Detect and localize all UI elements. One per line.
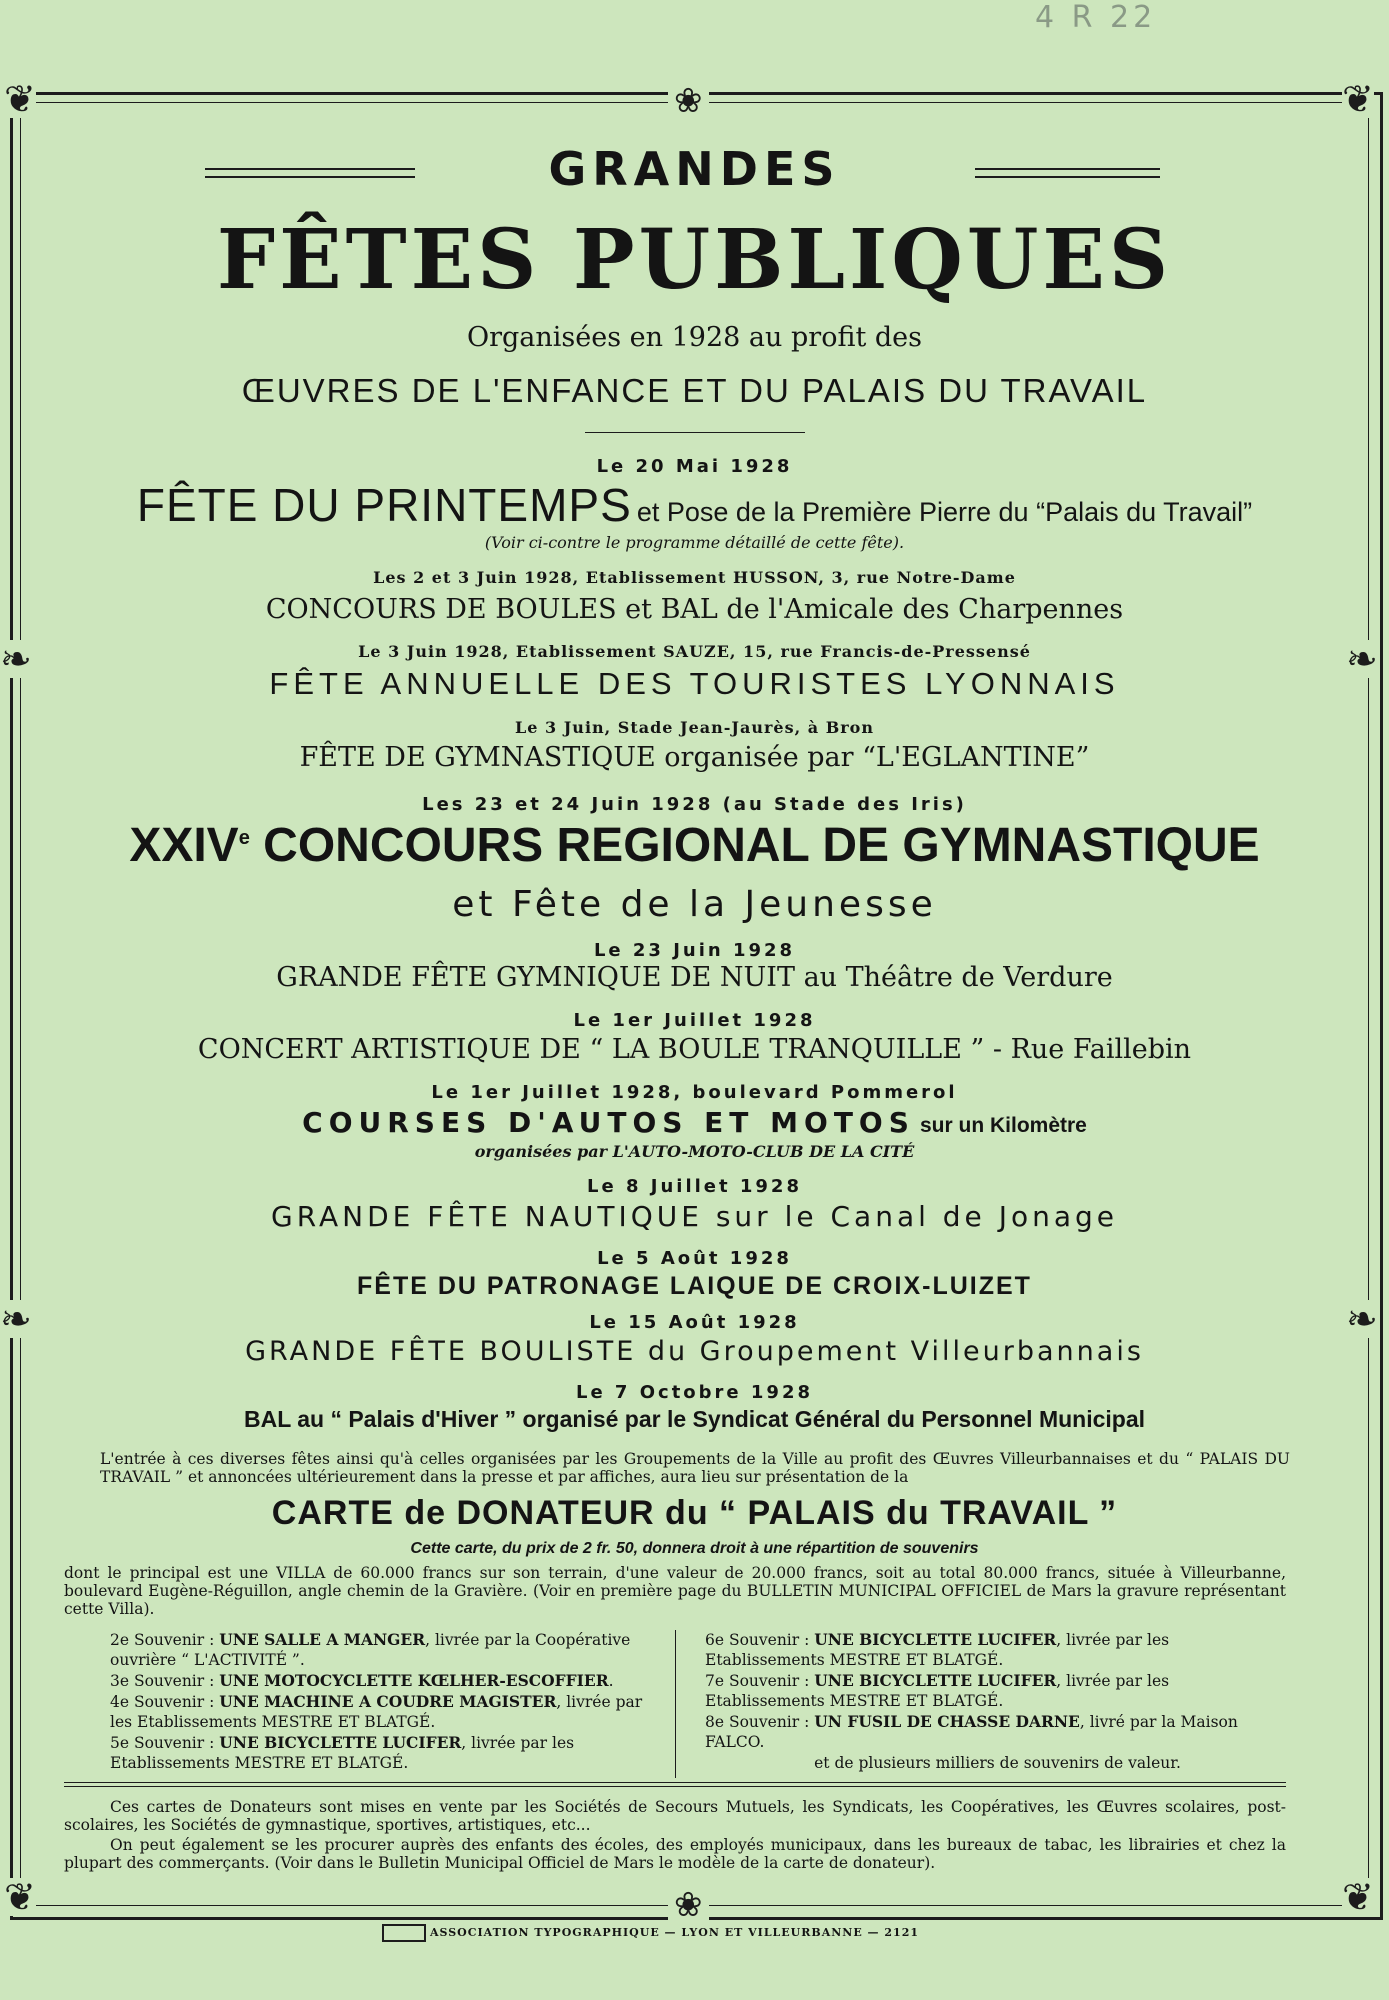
heading-grandes: GRANDES — [548, 142, 841, 196]
souvenir-label: 8e Souvenir : — [705, 1713, 810, 1731]
event-title: GRANDE FÊTE BOULISTE du Groupement Villeurbannais — [245, 1336, 1144, 1367]
event-courses — [40, 1106, 1349, 1139]
souvenir-detail: , livrée par les Etablissements MESTRE ET BLATGÉ. — [110, 1693, 643, 1731]
top-center-ornament-icon: ❀ — [668, 84, 709, 118]
souvenir-item — [705, 1630, 1290, 1670]
event-title: GRANDE FÊTE NAUTIQUE sur le Canal de Jonage — [271, 1200, 1118, 1233]
event-date: Le 8 Juillet 1928 — [587, 1176, 802, 1197]
footer-paragraph-1: Ces cartes de Donateurs sont mises en vente par les Sociétés de Secours Mutuels, les Syndicats, les Coopératives, les Œuvres scolaires, post-scolaires, les Sociétés de gymnastique, sportives, artistiques, etc... — [64, 1798, 1286, 1834]
carte-title: CARTE de DONATEUR du “ PALAIS du TRAVAIL ” — [271, 1494, 1118, 1532]
souvenir-prize: UNE BICYCLETTE LUCIFER — [814, 1671, 1057, 1690]
event-detail: sur un Kilomètre — [919, 1114, 1087, 1137]
heading-subtitle: Organisées en 1928 au profit des — [466, 322, 923, 353]
corner-ornament-icon: ❦ — [4, 77, 36, 121]
souvenir-detail: , livrée par la Coopérative ouvrière “ L'ACTIVITÉ ”. — [110, 1631, 631, 1669]
souvenir-label: 4e Souvenir : — [110, 1693, 215, 1711]
intro-paragraph: L'entrée à ces diverses fêtes ainsi qu'à celles organisées par les Groupements de la Ville au profit des Œuvres Villeurbannaises et du “ PALAIS DU TRAVAIL ” et annoncées ultérieurement dans la presse et par affiches, aura lieu sur présentation de la — [100, 1450, 1290, 1486]
side-ornament-icon: ❧ — [0, 637, 32, 681]
souvenir-label: 2e Souvenir : — [110, 1631, 215, 1649]
event-title: FÊTE DU PATRONAGE LAIQUE DE CROIX-LUIZET — [357, 1272, 1032, 1300]
event-date: Le 20 Mai 1928 — [596, 456, 793, 477]
side-ornament-icon: ❧ — [1346, 637, 1378, 681]
souvenir-prize: UNE BICYCLETTE LUCIFER — [219, 1733, 462, 1752]
corner-ornament-icon: ❦ — [4, 1875, 36, 1919]
event-detail: et Pose de la Première Pierre du “Palais du Travail” — [636, 497, 1253, 527]
heading-beneficiaries: ŒUVRES DE L'ENFANCE ET DU PALAIS DU TRAVAIL — [241, 372, 1148, 409]
souvenir-item — [705, 1671, 1290, 1711]
souvenir-detail: , livré par la Maison FALCO. — [705, 1713, 1238, 1751]
event-title: FÊTE DU PRINTEMPS — [136, 479, 632, 531]
printer-logo-icon — [382, 1924, 426, 1942]
souvenirs-closing: et de plusieurs milliers de souvenirs de valeur. — [814, 1754, 1181, 1772]
event-date: Le 23 Juin 1928 — [593, 940, 796, 961]
event-title: CONCERT ARTISTIQUE DE “ LA BOULE TRANQUILLE ” - Rue Faillebin — [197, 1034, 1192, 1065]
souvenir-label: 6e Souvenir : — [705, 1631, 810, 1649]
event-date: Le 1er Juillet 1928, boulevard Pommerol — [431, 1082, 958, 1103]
event-concours-regional — [40, 818, 1349, 873]
footer-paragraph-2: On peut également se les procurer auprès des enfants des écoles, des employés municipaux, dans les bureaux de tabac, les librairies et chez la plupart des commerçants. (Voir dans le Bulletin Municipal Officiel de Mars le modèle de la carte de donateur). — [64, 1836, 1286, 1872]
event-note: organisées par L'AUTO-MOTO-CLUB DE LA CITÉ — [474, 1142, 915, 1161]
event-date: Les 2 et 3 Juin 1928, Etablissement HUSSON, 3, rue Notre-Dame — [373, 568, 1016, 587]
event-date: Les 23 et 24 Juin 1928 (au Stade des Iris) — [422, 794, 967, 815]
footer-rule — [64, 1782, 1286, 1783]
carte-price: Cette carte, du prix de 2 fr. 50, donnera droit à une répartition de souvenirs — [410, 1540, 979, 1557]
event-roman-numeral: XXIV — [129, 819, 239, 872]
printer-credit: ASSOCIATION TYPOGRAPHIQUE — LYON ET VILLEURBANNE — 2121 — [430, 1926, 920, 1939]
event-title: BAL au “ Palais d'Hiver ” organisé par le Syndicat Général du Personnel Municipal — [243, 1406, 1146, 1432]
corner-ornament-icon: ❦ — [1342, 1875, 1374, 1919]
event-date: Le 3 Juin, Stade Jean-Jaurès, à Bron — [515, 718, 874, 737]
souvenir-item — [110, 1733, 650, 1773]
page-title: FÊTES PUBLIQUES — [216, 212, 1173, 308]
event-date: Le 15 Août 1928 — [589, 1312, 800, 1333]
event-date: Le 3 Juin 1928, Etablissement SAUZE, 15, rue Francis-de-Pressensé — [358, 642, 1031, 661]
corner-ornament-icon: ❦ — [1342, 77, 1374, 121]
event-title: CONCOURS DE BOULES et BAL de l'Amicale des Charpennes — [265, 594, 1124, 625]
side-ornament-icon: ❧ — [1346, 1297, 1378, 1341]
event-title: FÊTE ANNUELLE DES TOURISTES LYONNAIS — [269, 666, 1120, 701]
souvenirs-right-column — [705, 1630, 1290, 1774]
event-date: Le 5 Août 1928 — [597, 1248, 792, 1269]
souvenir-label: 5e Souvenir : — [110, 1734, 215, 1752]
souvenir-detail: . — [608, 1672, 614, 1690]
event-fete-printemps — [40, 478, 1349, 532]
event-title: FÊTE DE GYMNASTIQUE organisée par “L'EGLANTINE” — [299, 742, 1090, 773]
archive-note: 4 R 22 — [1035, 0, 1157, 35]
souvenir-item — [110, 1692, 650, 1732]
event-title: GRANDE FÊTE GYMNIQUE DE NUIT au Théâtre de Verdure — [276, 962, 1113, 993]
souvenir-label: 7e Souvenir : — [705, 1672, 810, 1690]
souvenir-item — [705, 1712, 1290, 1752]
divider-rule — [585, 432, 805, 433]
footer-rule — [64, 1786, 1286, 1787]
villa-paragraph: dont le principal est une VILLA de 60.000 francs sur son terrain, d'une valeur de 20.000 francs, soit au total 80.000 francs, située à Villeurbanne, boulevard Eugène-Réguillon, angle chemin de la Gravière. (Voir en première page du BULLETIN MUNICIPAL OFFICIEL de Mars la gravure représentant cette Villa). — [64, 1564, 1286, 1618]
souvenir-prize: UNE MOTOCYCLETTE KŒLHER-ESCOFFIER — [219, 1671, 609, 1690]
souvenir-prize: UNE SALLE A MANGER — [219, 1630, 426, 1649]
event-title: COURSES D'AUTOS ET MOTOS — [302, 1106, 915, 1139]
souvenir-detail: , livrée par les Etablissements MESTRE ET BLATGÉ. — [705, 1672, 1170, 1710]
event-title: CONCOURS REGIONAL DE GYMNASTIQUE — [263, 819, 1260, 872]
souvenir-label: 3e Souvenir : — [110, 1672, 215, 1690]
event-date: Le 1er Juillet 1928 — [573, 1010, 816, 1031]
bottom-center-ornament-icon: ❀ — [668, 1888, 709, 1922]
souvenir-item — [110, 1630, 650, 1670]
souvenir-item — [110, 1671, 650, 1691]
event-subtitle: et Fête de la Jeunesse — [452, 884, 937, 925]
souvenir-prize: UNE BICYCLETTE LUCIFER — [814, 1630, 1057, 1649]
souvenir-detail: , livrée par les Etablissements MESTRE ET BLATGÉ. — [705, 1631, 1170, 1669]
souvenirs-left-column — [110, 1630, 650, 1774]
event-superscript: e — [238, 827, 250, 849]
souvenir-prize: UN FUSIL DE CHASSE DARNE — [814, 1712, 1080, 1731]
column-divider — [675, 1630, 676, 1778]
souvenir-prize: UNE MACHINE A COUDRE MAGISTER — [219, 1692, 557, 1711]
souvenir-detail: , livrée par les Etablissements MESTRE ET BLATGÉ. — [110, 1734, 575, 1772]
event-date: Le 7 Octobre 1928 — [575, 1382, 813, 1403]
event-note: (Voir ci-contre le programme détaillé de cette fête). — [484, 533, 905, 552]
side-ornament-icon: ❧ — [0, 1297, 32, 1341]
